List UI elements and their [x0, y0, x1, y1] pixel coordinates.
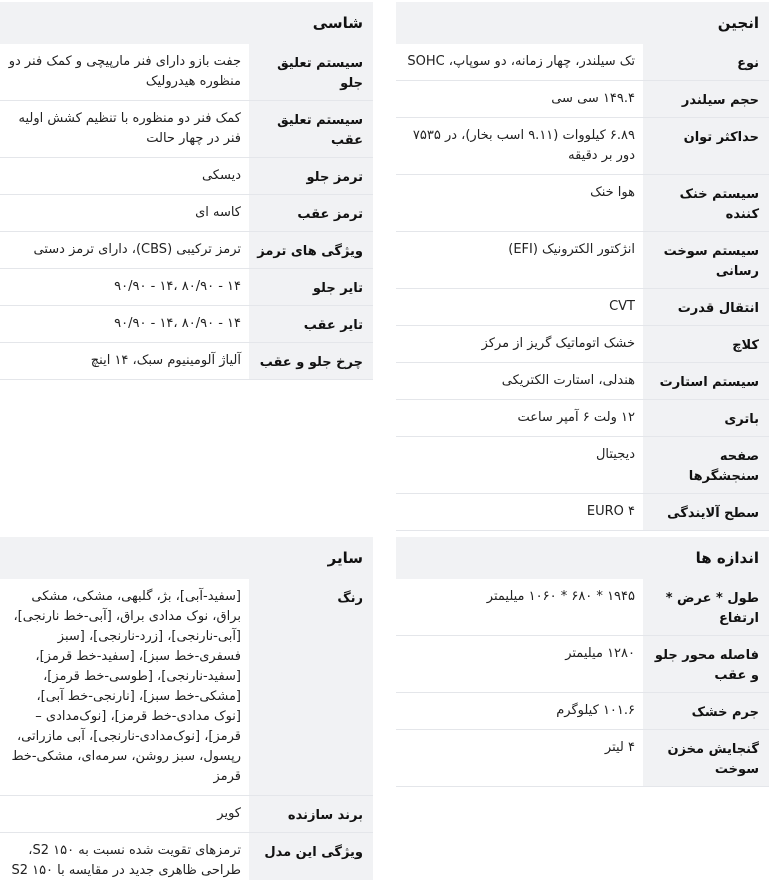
- table-row: [396, 118, 769, 175]
- spec-key: ترمز جلو: [249, 158, 373, 195]
- spec-key: حداکثر توان: [643, 118, 769, 175]
- spec-value: CVT: [396, 289, 643, 326]
- other-spec-table: [0, 579, 373, 880]
- spec-value: ترمزهای تقویت شده نسبت به S2 ۱۵۰، طراحی ظاهری جدید در مقایسه با S2 ۱۵۰: [0, 833, 249, 880]
- spec-key: سیستم خنک کننده: [643, 175, 769, 232]
- spec-key: باتری: [643, 400, 769, 437]
- spec-value: هوا خنک: [396, 175, 643, 232]
- spec-value: EURO ۴: [396, 494, 643, 531]
- table-row: [396, 289, 769, 326]
- table-row: [396, 363, 769, 400]
- table-row: [396, 579, 769, 636]
- table-row: [0, 195, 373, 232]
- table-row: [396, 81, 769, 118]
- spec-key: سیستم سوخت رسانی: [643, 232, 769, 289]
- dimensions-card: [396, 537, 769, 787]
- spec-key: سیستم استارت: [643, 363, 769, 400]
- chassis-title: شاسی: [0, 2, 373, 44]
- table-row: [396, 437, 769, 494]
- spec-value: ۱۲ ولت ۶ آمپر ساعت: [396, 400, 643, 437]
- table-row: [0, 579, 373, 796]
- spec-key: صفحه سنجشگرها: [643, 437, 769, 494]
- spec-value: جفت بازو دارای فنر مارپیچی و کمک فنر دو منظوره هیدرولیک: [0, 44, 249, 101]
- table-row: [0, 44, 373, 101]
- spec-value: دیسکی: [0, 158, 249, 195]
- spec-value: ۱۴۹.۴ سی سی: [396, 81, 643, 118]
- spec-value: ۶.۸۹ کیلووات (۹.۱۱ اسب بخار)، در ۷۵۳۵ دور بر دقیقه: [396, 118, 643, 175]
- spec-key: رنگ: [249, 579, 373, 796]
- table-row: [0, 343, 373, 380]
- table-row: [396, 494, 769, 531]
- chassis-card: [0, 2, 373, 380]
- spec-key: ترمز عقب: [249, 195, 373, 232]
- spec-key: سطح آلایندگی: [643, 494, 769, 531]
- spec-key: نوع: [643, 44, 769, 81]
- table-row: [396, 326, 769, 363]
- spec-key: برند سازنده: [249, 796, 373, 833]
- dimensions-spec-table: [396, 579, 769, 787]
- spec-value: ۴ لیتر: [396, 730, 643, 787]
- table-row: [0, 232, 373, 269]
- spec-value: هندلی، استارت الکتریکی: [396, 363, 643, 400]
- spec-key: طول * عرض * ارتفاع: [643, 579, 769, 636]
- spec-value: ۱۰۱.۶ کیلوگرم: [396, 693, 643, 730]
- spec-key: گنجایش مخزن سوخت: [643, 730, 769, 787]
- spec-key: انتقال قدرت: [643, 289, 769, 326]
- table-row: [396, 636, 769, 693]
- engine-title: انجین: [396, 2, 769, 44]
- spec-value: تک سیلندر، چهار زمانه، دو سوپاپ، SOHC: [396, 44, 643, 81]
- spec-key: تایر عقب: [249, 306, 373, 343]
- table-row: [396, 44, 769, 81]
- table-row: [396, 400, 769, 437]
- table-row: [0, 269, 373, 306]
- spec-value: کمک فنر دو منظوره با تنظیم کشش اولیه فنر در چهار حالت: [0, 101, 249, 158]
- table-row: [396, 232, 769, 289]
- spec-key: سیستم تعلیق جلو: [249, 44, 373, 101]
- table-row: [0, 833, 373, 880]
- spec-value: کویر: [0, 796, 249, 833]
- spec-key: فاصله محور جلو و عقب: [643, 636, 769, 693]
- spec-key: جرم خشک: [643, 693, 769, 730]
- spec-key: چرخ جلو و عقب: [249, 343, 373, 380]
- table-row: [0, 796, 373, 833]
- spec-value: انژکتور الکترونیک (EFI): [396, 232, 643, 289]
- spec-value: ۱۹۴۵ * ۶۸۰ * ۱۰۶۰ میلیمتر: [396, 579, 643, 636]
- spec-value: ترمز ترکیبی (CBS)، دارای ترمز دستی: [0, 232, 249, 269]
- other-title: سایر: [0, 537, 373, 579]
- spec-value: ۱۴ - ۸۰/۹۰ ،۱۴ - ۹۰/۹۰: [0, 269, 249, 306]
- spec-key: ویژگی این مدل: [249, 833, 373, 880]
- chassis-spec-table: [0, 44, 373, 380]
- spec-key: تایر جلو: [249, 269, 373, 306]
- table-row: [0, 306, 373, 343]
- spec-value: ۱۲۸۰ میلیمتر: [396, 636, 643, 693]
- spec-value: کاسه ای: [0, 195, 249, 232]
- spec-key: حجم سیلندر: [643, 81, 769, 118]
- spec-value: دیجیتال: [396, 437, 643, 494]
- spec-value: خشک اتوماتیک گریز از مرکز: [396, 326, 643, 363]
- dimensions-title: اندازه ها: [396, 537, 769, 579]
- table-row: [0, 101, 373, 158]
- spec-value: آلیاژ آلومینیوم سبک، ۱۴ اینچ: [0, 343, 249, 380]
- spec-value: ۱۴ - ۸۰/۹۰ ،۱۴ - ۹۰/۹۰: [0, 306, 249, 343]
- spec-key: سیستم تعلیق عقب: [249, 101, 373, 158]
- other-card: [0, 537, 373, 880]
- spec-value: [سفید-آبی]، بژ، گلبهی، مشکی، مشکی براق، نوک مدادی براق، [آبی-خط نارنجی]، [آبی-نارنجی]، [زرد-نارنجی]، [سبز فسفری-خط سبز]، [سفید-خط قرمز]، [سفید-نارنجی]، [طوسی-خط قرمز]، [مشکی-خط سبز]، [نارنجی-خط آبی]، [نوک مدادی-خط قرمز]، [نوک‌مدادی – قرمز]، [نوک‌مدادی-نارنجی]، آبی مازراتی، رپسول، سبز روشن، سرمه‌ای، مشکی-خط قرمز: [0, 579, 249, 796]
- table-row: [396, 693, 769, 730]
- engine-card: [396, 2, 769, 531]
- spec-key: کلاچ: [643, 326, 769, 363]
- table-row: [396, 730, 769, 787]
- table-row: [396, 175, 769, 232]
- table-row: [0, 158, 373, 195]
- spec-key: ویژگی های ترمز: [249, 232, 373, 269]
- engine-spec-table: [396, 44, 769, 531]
